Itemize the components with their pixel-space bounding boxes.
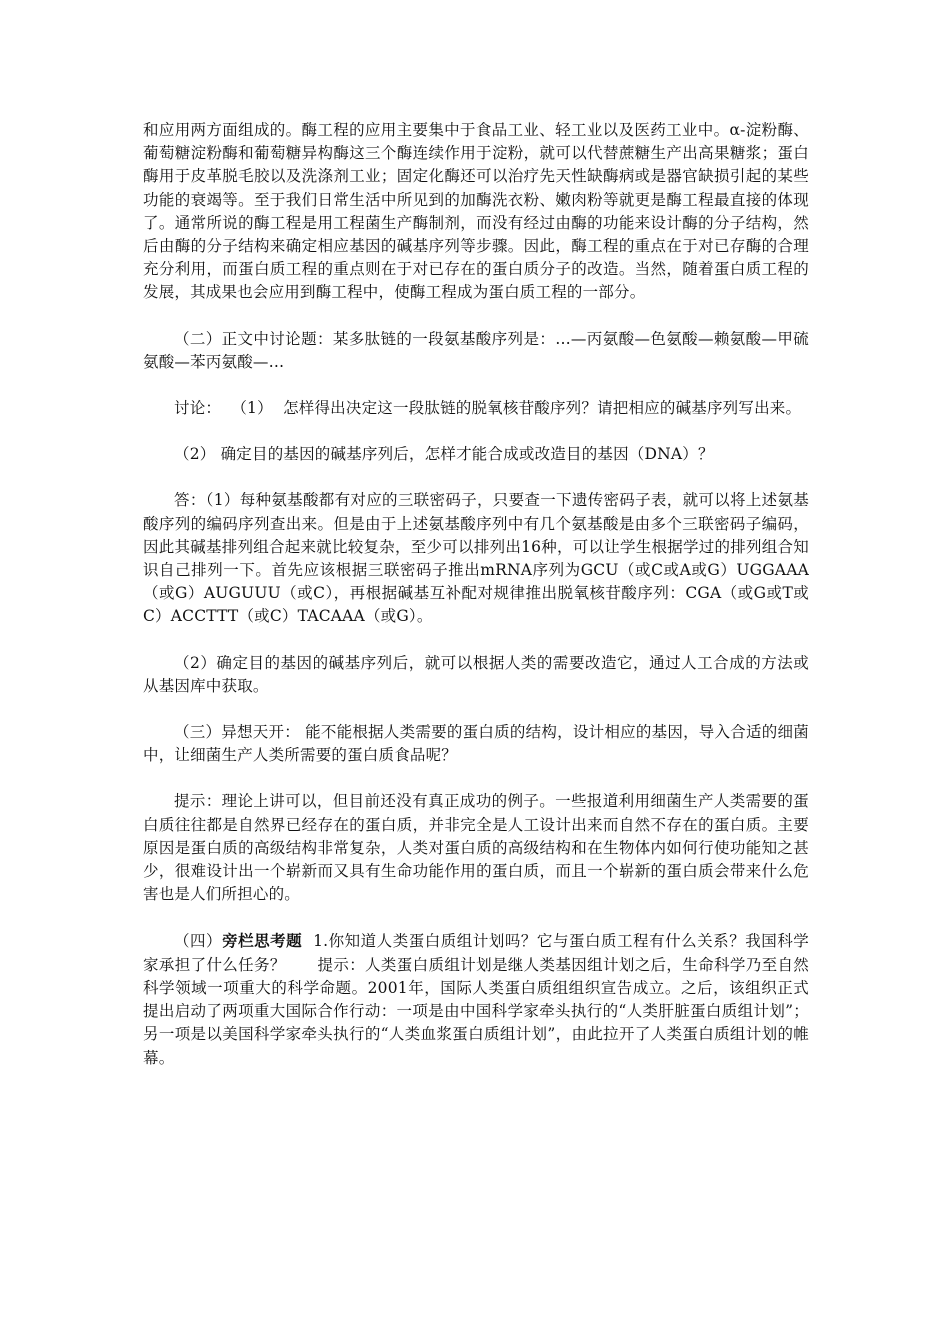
paragraph-answer-1: 答：（1）每种氨基酸都有对应的三联密码子，只要查一下遗传密码子表，就可以将上述氨基酸序列的编码序列查出来。但是由于上述氨基酸序列中有几个氨基酸是由多个三联密码子编码，因此其碱基排列组合起来就比较复杂，至少可以排列出16种，可以让学生根据学过的排列组合知识自己排列一下。首先应该根据三联密码子推出mRNA序列为GCU（或C或A或G）UGGAAA（或G）AUGUUU（或C），再根据碱基互补配对规律推出脱氧核苷酸序列：CGA（或G或T或C）ACCTTT（或C）TACAAA（或G）。 — [143, 491, 809, 626]
paragraph-discussion-question: （二）正文中讨论题：某多肽链的一段氨基酸序列是：…—丙氨酸—色氨酸—赖氨酸—甲硫氨酸—苯丙氨酸—… — [143, 329, 809, 371]
sidebar-title: 旁栏思考题 — [222, 931, 303, 951]
paragraph-answer-2: （2）确定目的基因的碱基序列后，就可以根据人类的需要改造它，通过人工合成的方法或从基因库中获取。 — [143, 653, 809, 695]
paragraph-hint: 提示：理论上讲可以，但目前还没有真正成功的例子。一些报道利用细菌生产人类需要的蛋白质往往都是自然界已经存在的蛋白质，并非完全是人工设计出来而自然不存在的蛋白质。主要原因是蛋白质的高级结构非常复杂，人类对蛋白质的高级结构和在生物体内如何行使功能知之甚少，很难设计出一个崭新而又具有生命功能作用的蛋白质，而且一个崭新的蛋白质会带来什么危害也是人们所担心的。 — [143, 792, 809, 904]
paragraph-discussion-2: （2） 确定目的基因的碱基序列后，怎样才能合成或改造目的基因（DNA）？ — [174, 445, 714, 464]
paragraph-imagination: （三）异想天开： 能不能根据人类需要的蛋白质的结构，设计相应的基因，导入合适的细菌中，让细菌生产人类所需要的蛋白质食品呢？ — [143, 723, 809, 765]
paragraph-discussion-1: 讨论： （1） 怎样得出决定这一段肽链的脱氧核苷酸序列？请把相应的碱基序列写出来。 — [174, 399, 802, 418]
sidebar-prefix: （四） — [174, 932, 223, 951]
sidebar-text: 1.你知道人类蛋白质组计划吗？它与蛋白质工程有什么关系？我国科学家承担了什么任务？ 提示：人类蛋白质组计划是继人类基因组计划之后，生命科学乃至自然科学领域一项重大的科学命题。2001年，国际人类蛋白质组组织宣告成立。之后，该组织正式提出启动了两项重大国际合作行动：一项是由中国科学家牵头执行的“人类肝脏蛋白质组计划”；另一项是以美国科学家牵头执行的“人类血浆蛋白质组计划”，由此拉开了人类蛋白质组计划的帷幕。 — [143, 932, 809, 1067]
paragraph-enzyme-engineering: 和应用两方面组成的。酶工程的应用主要集中于食品工业、轻工业以及医药工业中。α-淀粉酶、葡萄糖淀粉酶和葡萄糖异构酶这三个酶连续作用于淀粉，就可以代替蔗糖生产出高果糖浆；蛋白酶用于皮革脱毛胶以及洗涤剂工业；固定化酶还可以治疗先天性缺酶病或是器官缺损引起的某些功能的衰竭等。至于我们日常生活中所见到的加酶洗衣粉、嫩肉粉等就更是酶工程最直接的体现了。通常所说的酶工程是用工程菌生产酶制剂，而没有经过由酶的功能来设计酶的分子结构，然后由酶的分子结构来确定相应基因的碱基序列等步骤。因此，酶工程的重点在于对已存酶的合理充分利用，而蛋白质工程的重点则在于对已存在的蛋白质分子的改造。当然，随着蛋白质工程的发展，其成果也会应用到酶工程中，使酶工程成为蛋白质工程的一部分。 — [143, 121, 809, 302]
document-body — [143, 119, 809, 1070]
paragraph-sidebar-question — [143, 929, 809, 1069]
